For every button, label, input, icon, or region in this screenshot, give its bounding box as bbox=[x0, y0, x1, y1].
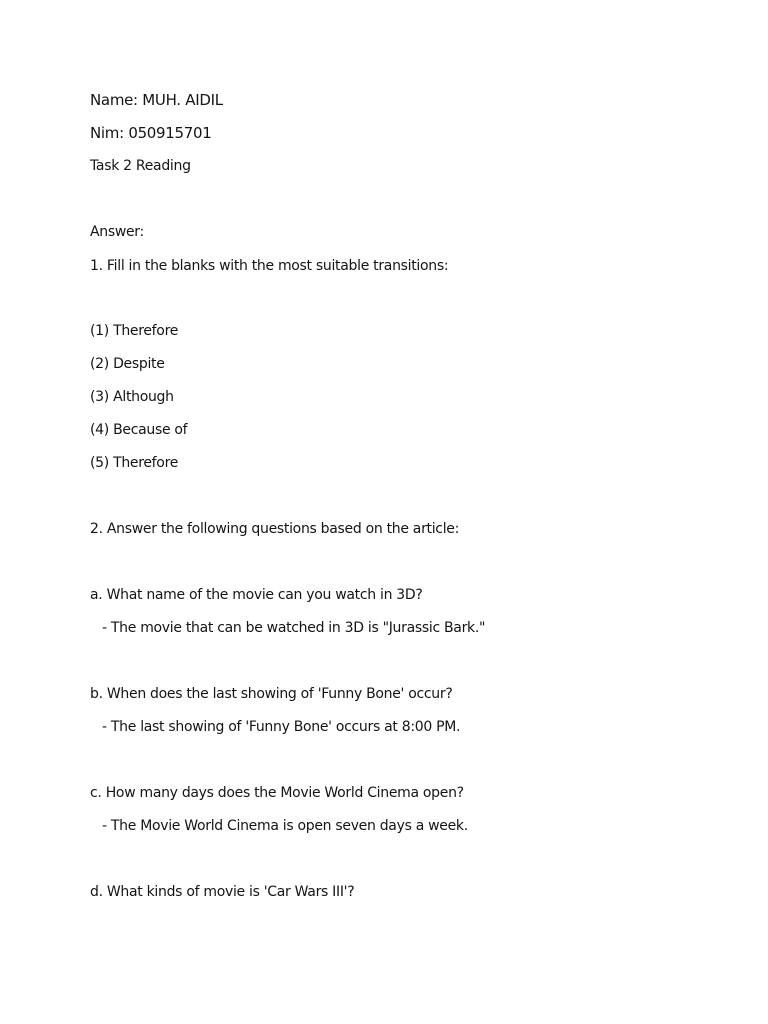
question-d: d. What kinds of movie is 'Car Wars III'? bbox=[90, 884, 355, 900]
question-c: c. How many days does the Movie World Cinema open? bbox=[90, 785, 464, 801]
answer-a: - The movie that can be watched in 3D is "Jurassic Bark." bbox=[102, 620, 486, 636]
answer-c: - The Movie World Cinema is open seven days a week. bbox=[102, 818, 468, 834]
section-1-heading: 1. Fill in the blanks with the most suitable transitions: bbox=[90, 258, 449, 274]
student-name: Name: MUH. AIDIL bbox=[90, 91, 223, 109]
section-2-heading: 2. Answer the following questions based on the article: bbox=[90, 521, 460, 537]
task-title: Task 2 Reading bbox=[90, 158, 191, 174]
transition-answer-3: (3) Although bbox=[90, 389, 174, 405]
question-a: a. What name of the movie can you watch in 3D? bbox=[90, 587, 423, 603]
answer-b: - The last showing of 'Funny Bone' occurs at 8:00 PM. bbox=[102, 719, 461, 735]
transition-answer-4: (4) Because of bbox=[90, 422, 188, 438]
transition-answer-5: (5) Therefore bbox=[90, 455, 179, 471]
transition-answer-1: (1) Therefore bbox=[90, 323, 179, 339]
question-b: b. When does the last showing of 'Funny Bone' occur? bbox=[90, 686, 453, 702]
answer-label: Answer: bbox=[90, 224, 144, 240]
transition-answer-2: (2) Despite bbox=[90, 356, 165, 372]
student-nim: Nim: 050915701 bbox=[90, 124, 212, 142]
